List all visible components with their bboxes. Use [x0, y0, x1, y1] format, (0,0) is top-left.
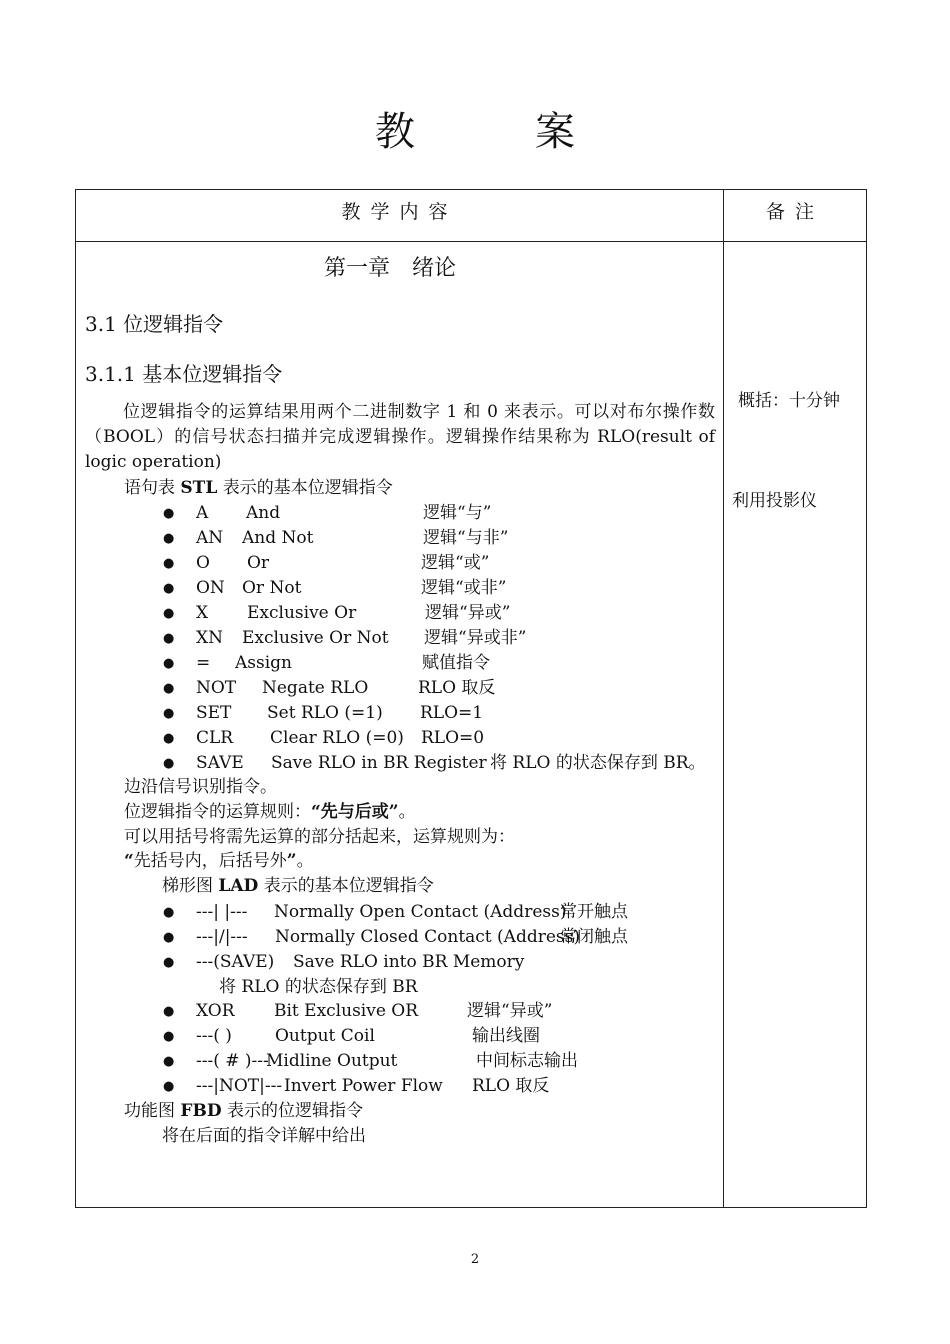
bullet-icon: ● — [163, 706, 175, 721]
instruction-desc: 逻辑“或非” — [421, 578, 507, 598]
lad-heading: 梯形图 LAD 表示的基本位逻辑指令 — [162, 876, 434, 896]
instruction-desc: 逻辑“与” — [423, 503, 492, 523]
bullet-icon: ● — [163, 581, 175, 596]
subsection-title: 3.1.1 基本位逻辑指令 — [85, 362, 283, 386]
instruction-name: Output Coil — [275, 1026, 375, 1046]
bullet-icon: ● — [163, 631, 175, 646]
intro-paragraph: 位逻辑指令的运算结果用两个二进制数字 1 和 0 来表示。可以对布尔操作数（BOOL）的信号状态扫描并完成逻辑操作。逻辑操作结果称为 RLO(result of logic operation) — [85, 402, 715, 472]
instruction-name: Save RLO into BR Memory — [293, 952, 525, 972]
instruction-code: SAVE — [196, 753, 244, 773]
instruction-desc: 中间标志输出 — [476, 1051, 578, 1071]
operation-rule-line: 位逻辑指令的运算规则：“先与后或”。 — [124, 802, 416, 822]
bullet-icon: ● — [163, 1004, 175, 1019]
header-divider — [76, 241, 866, 242]
instruction-code: O — [196, 553, 210, 573]
instruction-code: XN — [196, 628, 223, 648]
instruction-desc: RLO=1 — [420, 703, 484, 723]
instruction-code: A — [196, 503, 209, 523]
lesson-table — [75, 189, 867, 1208]
stl-heading: 语句表 STL 表示的基本位逻辑指令 — [124, 478, 393, 498]
header-remarks: 备注 — [765, 201, 824, 223]
instruction-code: NOT — [196, 678, 237, 698]
instruction-desc: RLO=0 — [421, 728, 485, 748]
instruction-name: Save RLO in BR Register — [271, 753, 487, 773]
bullet-icon: ● — [163, 955, 175, 970]
bullet-icon: ● — [163, 681, 175, 696]
instruction-code: X — [196, 603, 209, 623]
instruction-name: Exclusive Or Not — [242, 628, 389, 648]
instruction-code: ---( ) — [196, 1026, 232, 1046]
instruction-desc: 常闭触点 — [560, 927, 628, 947]
bullet-icon: ● — [163, 556, 175, 571]
document-title: 教 案 — [375, 109, 615, 155]
page-number: 2 — [470, 1252, 480, 1267]
instruction-code: = — [196, 653, 211, 673]
bullet-icon: ● — [163, 731, 175, 746]
instruction-code: ---|/|--- — [196, 927, 248, 947]
chapter-title: 第一章 绪论 — [324, 256, 457, 281]
parenthesis-rule: “先括号内，后括号外”。 — [124, 851, 314, 871]
instruction-name: Assign — [235, 653, 292, 673]
instruction-desc: 赋值指令 — [422, 653, 490, 673]
instruction-code: CLR — [196, 728, 234, 748]
instruction-name: Or — [247, 553, 270, 573]
bullet-icon: ● — [163, 905, 175, 920]
instruction-code: SET — [196, 703, 232, 723]
instruction-name: Set RLO (=1) — [267, 703, 383, 723]
instruction-desc: RLO 取反 — [472, 1076, 550, 1096]
header-teaching-content: 教学内容 — [341, 201, 458, 223]
instruction-name: Clear RLO (=0) — [270, 728, 404, 748]
save-note: 将 RLO 的状态保存到 BR — [219, 977, 418, 997]
instruction-name: And — [246, 503, 281, 523]
instruction-code: ---( # )--- — [196, 1051, 269, 1071]
instruction-code: XOR — [196, 1001, 235, 1021]
instruction-name: Normally Closed Contact (Address) — [275, 927, 580, 947]
instruction-desc: RLO 取反 — [418, 678, 496, 698]
bullet-icon: ● — [163, 1079, 175, 1094]
instruction-name: Invert Power Flow — [284, 1076, 443, 1096]
instruction-code: ---(SAVE) — [196, 952, 275, 972]
instruction-name: Midline Output — [266, 1051, 398, 1071]
fbd-heading: 功能图 FBD 表示的位逻辑指令 — [124, 1101, 363, 1121]
instruction-code: ---| |--- — [196, 902, 248, 922]
instruction-name: Normally Open Contact (Address) — [274, 902, 567, 922]
instruction-code: AN — [196, 528, 224, 548]
instruction-desc: 逻辑“或” — [421, 553, 490, 573]
instruction-name: Negate RLO — [262, 678, 369, 698]
instruction-code: ON — [196, 578, 225, 598]
bullet-icon: ● — [163, 506, 175, 521]
instruction-desc: 逻辑“异或” — [425, 603, 511, 623]
bullet-icon: ● — [163, 930, 175, 945]
instruction-name: Exclusive Or — [247, 603, 357, 623]
instruction-desc: 逻辑“异或非” — [424, 628, 527, 648]
edge-detection-line: 边沿信号识别指令。 — [124, 777, 277, 797]
bullet-icon: ● — [163, 756, 175, 771]
instruction-desc: 逻辑“异或” — [467, 1001, 553, 1021]
bullet-icon: ● — [163, 1054, 175, 1069]
instruction-code: ---|NOT|--- — [196, 1076, 283, 1096]
bullet-icon: ● — [163, 656, 175, 671]
instruction-desc: 逻辑“与非” — [423, 528, 509, 548]
fbd-note: 将在后面的指令详解中给出 — [162, 1126, 366, 1146]
instruction-name: And Not — [242, 528, 314, 548]
section-title: 3.1 位逻辑指令 — [85, 312, 224, 336]
instruction-desc: 常开触点 — [560, 902, 628, 922]
instruction-desc: 输出线圈 — [472, 1026, 540, 1046]
bullet-icon: ● — [163, 531, 175, 546]
instruction-desc: 将 RLO 的状态保存到 BR。 — [490, 753, 706, 773]
bullet-icon: ● — [163, 1029, 175, 1044]
instruction-name: Or Not — [242, 578, 302, 598]
parenthesis-line: 可以用括号将需先运算的部分括起来，运算规则为： — [124, 827, 515, 847]
column-divider — [723, 190, 724, 1207]
bullet-icon: ● — [163, 606, 175, 621]
remark-projector: 利用投影仪 — [732, 491, 817, 511]
remark-summary: 概括：十分钟 — [738, 391, 840, 411]
instruction-name: Bit Exclusive OR — [274, 1001, 419, 1021]
